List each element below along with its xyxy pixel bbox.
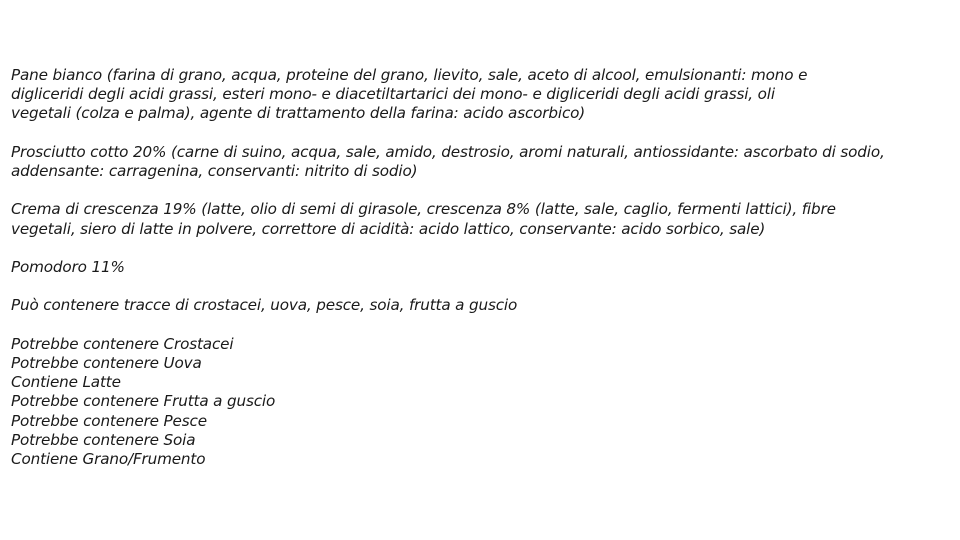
ingredients-document <box>11 66 951 469</box>
ingredient-crema: Crema di crescenza 19% (latte, olio di semi di girasole, crescenza 8% (latte, sale, caglio, fermenti lattici), fibre vegetali, siero di latte in polvere, correttore di acidità: acido lattico, conservante: acido sorbico, sale) <box>11 200 836 238</box>
allergen-item: Potrebbe contenere Soia <box>11 430 196 449</box>
allergen-item: Contiene Grano/Frumento <box>11 449 206 468</box>
ingredient-pane: Pane bianco (farina di grano, acqua, proteine del grano, lievito, sale, aceto di alcool, emulsionanti: mono e digliceridi degli acidi grassi, esteri mono- e diacetiltartarici dei mono- e digliceridi degli acidi grassi, oli vegetali (colza e palma), agente di trattamento della farina: acido ascorbico) <box>11 66 808 123</box>
ingredient-pomodoro: Pomodoro 11% <box>11 257 125 276</box>
allergen-item: Potrebbe contenere Uova <box>11 353 202 372</box>
allergen-list <box>11 335 951 469</box>
allergen-item: Contiene Latte <box>11 373 121 392</box>
traces-note: Può contenere tracce di crostacei, uova, pesce, soia, frutta a guscio <box>11 296 518 315</box>
allergen-item: Potrebbe contenere Crostacei <box>11 334 234 353</box>
allergen-item: Potrebbe contenere Frutta a guscio <box>11 392 276 411</box>
allergen-item: Potrebbe contenere Pesce <box>11 411 207 430</box>
ingredient-prosciutto: Prosciutto cotto 20% (carne di suino, acqua, sale, amido, destrosio, aromi naturali, antiossidante: ascorbato di sodio, addensante: carragenina, conservanti: nitrito di sodio) <box>11 142 885 180</box>
